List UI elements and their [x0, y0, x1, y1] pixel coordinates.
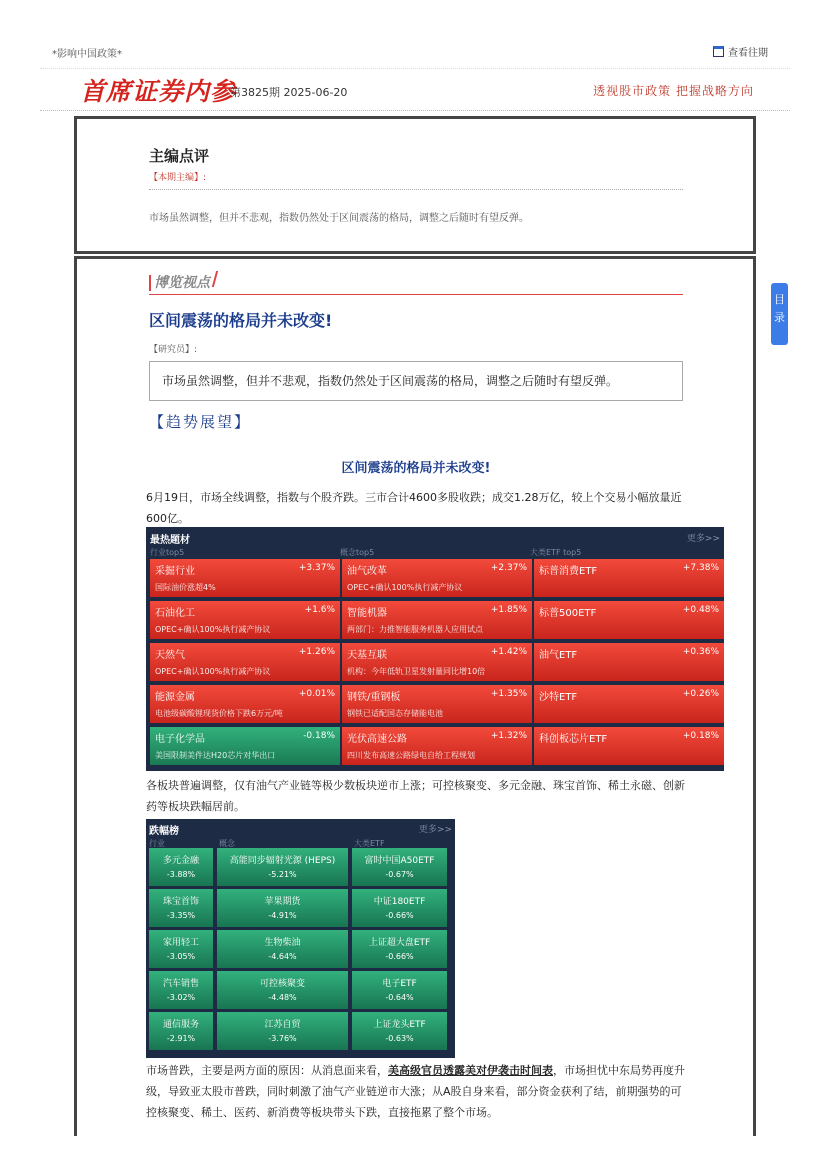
cell-change: +2.37% — [490, 563, 527, 573]
hot-cell[interactable] — [150, 685, 340, 723]
hot-cell[interactable] — [534, 643, 724, 681]
cell-change: -0.63% — [385, 1034, 414, 1043]
article-summary: 市场虽然调整，但并不悲观，指数仍然处于区间震荡的格局，调整之后随时有望反弹。 — [149, 361, 683, 401]
motto: 透视股市政策 把握战略方向 — [593, 84, 754, 98]
fall-cell[interactable] — [217, 930, 348, 968]
divider — [40, 110, 790, 111]
hot-grid — [150, 559, 720, 765]
cell-name: 通信服务 — [162, 1020, 199, 1030]
cell-change: -3.05% — [166, 952, 196, 961]
cell-note: 机构：今年低轨卫星发射量同比增10倍 — [347, 667, 486, 676]
center-title: 区间震荡的格局并未改变! — [341, 461, 491, 476]
cell-name: 电子化学品 — [155, 734, 205, 745]
hot-cell[interactable] — [150, 601, 340, 639]
fall-cell[interactable] — [149, 1012, 213, 1050]
column-header: 概念 — [219, 839, 235, 848]
fall-cell[interactable] — [352, 930, 447, 968]
logo: 首席证券内参 — [80, 77, 237, 106]
toc-label: 目 — [774, 293, 785, 306]
fall-cell[interactable] — [217, 889, 348, 927]
issue-date: 2025-06-20 — [283, 86, 348, 99]
hot-cell[interactable] — [534, 685, 724, 723]
cell-change: +1.85% — [490, 605, 527, 615]
cell-change: -5.21% — [268, 870, 297, 879]
page-header — [0, 0, 826, 112]
fall-cell[interactable] — [149, 930, 213, 968]
cell-note: 美国限制美件达H20芯片对华出口 — [155, 751, 276, 760]
cell-name: 沙特ETF — [539, 692, 578, 703]
hot-cell[interactable] — [342, 601, 532, 639]
editor-panel — [74, 116, 756, 254]
cell-change: +0.18% — [682, 731, 719, 741]
cell-change: -4.64% — [268, 952, 297, 961]
fall-cell[interactable] — [217, 971, 348, 1009]
cell-change: +1.32% — [490, 731, 527, 741]
toc-button[interactable] — [771, 283, 788, 345]
article-panel — [74, 256, 756, 1136]
cell-name: 苹果期货 — [264, 897, 301, 907]
cell-note: 电池级碳酸锂现货价格下跌6万元/吨 — [155, 709, 283, 718]
section-title: 博览视点 — [149, 275, 210, 291]
cell-name: 高能同步辐射光源 (HEPS) — [229, 856, 336, 866]
cell-name: 生物柴油 — [264, 938, 301, 948]
editor-comment: 市场虽然调整，但并不悲观，指数仍然处于区间震荡的格局，调整之后随时有望反弹。 — [149, 213, 529, 224]
hot-cell[interactable] — [150, 643, 340, 681]
cell-change: +1.35% — [490, 689, 527, 699]
cell-name: 油气ETF — [539, 650, 578, 661]
cell-name: 中证180ETF — [373, 897, 426, 907]
fall-cell[interactable] — [149, 889, 213, 927]
cell-change: -0.64% — [385, 993, 414, 1002]
cell-name: 天然气 — [155, 650, 185, 661]
cell-note: 两部门：力推智能服务机器人应用试点 — [347, 625, 483, 634]
cell-change: +1.26% — [298, 647, 335, 657]
cell-change: +0.26% — [682, 689, 719, 699]
cell-name: 电子ETF — [382, 979, 417, 989]
cell-name: 可控核聚变 — [259, 979, 305, 989]
fall-cell[interactable] — [217, 848, 348, 886]
hot-cell[interactable] — [534, 601, 724, 639]
column-header: 大类ETF — [354, 839, 385, 848]
slogan: *影响中国政策* — [52, 49, 122, 60]
cell-change: -0.66% — [385, 911, 414, 920]
fall-title: 跌幅榜 — [149, 826, 179, 837]
losers-board — [146, 819, 455, 1058]
column-header: 大类ETF top5 — [530, 548, 582, 557]
cell-name: 上证超大盘ETF — [368, 938, 431, 948]
fall-cell[interactable] — [352, 889, 447, 927]
cell-name: 油气改革 — [347, 566, 387, 577]
fall-cell[interactable] — [352, 971, 447, 1009]
divider — [149, 189, 683, 190]
hot-cell[interactable] — [342, 727, 532, 765]
cell-change: -0.18% — [303, 731, 335, 741]
hot-cell[interactable] — [342, 559, 532, 597]
cell-change: +1.6% — [304, 605, 335, 615]
fall-cell[interactable] — [149, 971, 213, 1009]
more-link[interactable]: 更多>> — [686, 534, 720, 544]
hot-cell[interactable] — [342, 685, 532, 723]
column-header: 行业top5 — [150, 548, 185, 557]
cell-name: 石油化工 — [155, 608, 195, 619]
section-mark — [212, 271, 218, 287]
section-header — [149, 271, 683, 295]
fall-cell[interactable] — [149, 848, 213, 886]
paragraph — [146, 1060, 686, 1123]
divider — [40, 68, 790, 69]
cell-change: -4.48% — [268, 993, 297, 1002]
history-link[interactable] — [713, 44, 768, 59]
paragraph: 各板块普遍调整，仅有油气产业链等极少数板块逆市上涨；可控核聚变、多元金融、珠宝首饰、稀土永磁、创新药等板块跌幅居前。 — [146, 779, 685, 813]
fall-grid — [149, 848, 452, 1050]
cell-name: 智能机器 — [347, 608, 387, 619]
cell-name: 光伏高速公路 — [347, 734, 407, 745]
issue-info — [230, 84, 347, 100]
article-title: 区间震荡的格局并未改变! — [149, 311, 333, 330]
cell-name: 标普500ETF — [539, 608, 597, 619]
hot-cell[interactable] — [534, 559, 724, 597]
cell-name: 科创板芯片ETF — [539, 734, 608, 745]
hot-topics-board — [146, 527, 724, 771]
cell-name: 标普消费ETF — [539, 566, 598, 577]
cell-change: +3.37% — [298, 563, 335, 573]
cell-change: +0.01% — [298, 689, 335, 699]
hot-cell[interactable] — [342, 643, 532, 681]
cell-name: 江苏自贸 — [264, 1020, 301, 1030]
cell-change: -0.67% — [385, 870, 414, 879]
cell-change: +0.48% — [682, 605, 719, 615]
cell-change: -4.91% — [268, 911, 297, 920]
cell-note: OPEC+确认100%执行减产协议 — [155, 625, 271, 634]
column-header: 概念top5 — [340, 548, 375, 557]
calendar-icon — [713, 46, 724, 57]
cell-name: 珠宝首饰 — [162, 897, 199, 907]
text-run: ，市场担忧中东局势再度升级，导致亚太股市普跌，同时刺激了油气产业链逆市大涨；从A股自身来看，部分资金获利了结，前期强势的可控核聚变、稀土、医药、新消费等板块带头下跌，直接拖累了整个市场。 — [146, 1064, 685, 1119]
cell-name: 天基互联 — [347, 650, 387, 661]
cell-change: -2.91% — [166, 1034, 196, 1043]
cell-name: 能源金属 — [155, 692, 195, 703]
hot-title: 最热题材 — [150, 535, 190, 546]
column-header: 行业 — [149, 839, 165, 848]
cell-note: 四川发布高速公路绿电自给工程规划 — [347, 751, 475, 760]
cell-note: 国际油价涨超4% — [155, 583, 216, 592]
cell-change: +0.36% — [682, 647, 719, 657]
more-link[interactable]: 更多>> — [418, 825, 452, 835]
editor-tag: 【本期主编】: — [149, 173, 207, 183]
cell-change: +7.38% — [682, 563, 719, 573]
cell-change: -0.66% — [385, 952, 414, 961]
cell-note: 钢铁已适配国态存储能电池 — [347, 709, 443, 718]
hot-cell[interactable] — [150, 727, 340, 765]
cell-change: +1.42% — [490, 647, 527, 657]
hot-cell[interactable] — [150, 559, 340, 597]
editor-title: 主编点评 — [149, 147, 210, 165]
cell-change: -3.02% — [166, 993, 196, 1002]
trend-heading: 【趋势展望】 — [149, 413, 252, 431]
cell-name: 采掘行业 — [155, 566, 195, 577]
cell-name: 上证龙头ETF — [373, 1020, 426, 1030]
researcher-tag: 【研究员】: — [149, 345, 198, 355]
cell-note: OPEC+确认100%执行减产协议 — [347, 583, 463, 592]
cell-change: -3.76% — [268, 1034, 297, 1043]
fall-cell[interactable] — [352, 848, 447, 886]
hot-cell[interactable] — [534, 727, 724, 765]
paragraph: 6月19日，市场全线调整，指数与个股齐跌。三市合计4600多股收跌；成交1.28万亿，较上个交易小幅放量近600亿。 — [146, 491, 682, 525]
fall-cell[interactable] — [352, 1012, 447, 1050]
fall-cell[interactable] — [217, 1012, 348, 1050]
highlight-link[interactable]: 美高级官员透露美对伊袭击时间表 — [388, 1064, 553, 1077]
cell-name: 家用轻工 — [162, 938, 199, 948]
cell-change: -3.88% — [166, 870, 196, 879]
cell-name: 多元金融 — [162, 856, 199, 866]
cell-note: OPEC+确认100%执行减产协议 — [155, 667, 271, 676]
issue-number: 第3825期 — [230, 86, 280, 99]
cell-name: 富时中国A50ETF — [364, 856, 435, 866]
cell-change: -3.35% — [166, 911, 196, 920]
toc-label: 录 — [774, 311, 785, 324]
cell-name: 汽车销售 — [162, 979, 199, 989]
text-run: 市场普跌，主要是两方面的原因：从消息面来看， — [146, 1064, 388, 1077]
history-label: 查看往期 — [728, 48, 768, 59]
cell-name: 钢铁/重钢板 — [347, 692, 401, 703]
